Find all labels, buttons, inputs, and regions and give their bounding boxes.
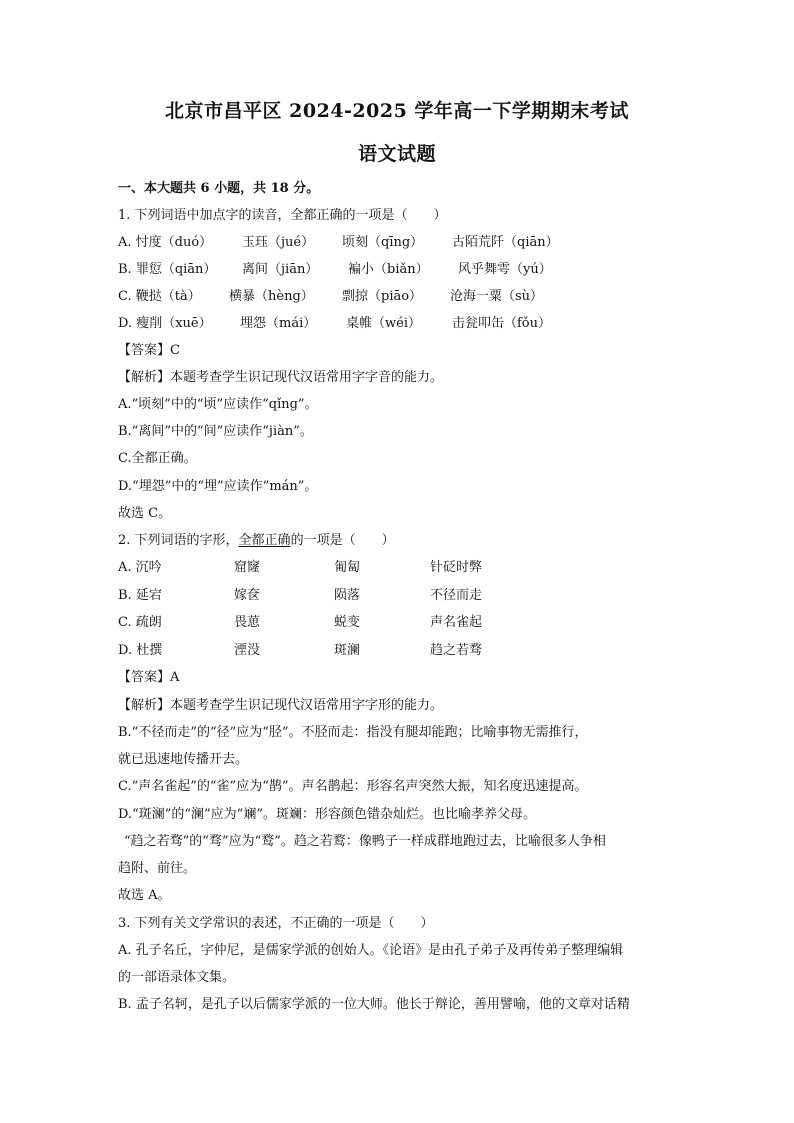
q1-analysis-line: A.“顷刻”中的“顷”应读作“qǐng”。 [118,397,318,412]
q2-c-word-4: 声名雀起 [430,615,483,630]
q2-analysis-line: D.“斑澜”的“澜”应为“斓”。斑斓：形容颜色错杂灿烂。也比喻孝养父母。 [118,807,536,822]
q2-a-word-3: 匍匐 [334,560,361,575]
document-subtitle: 语文试题 [357,143,436,165]
q1-b-word-1: B. 罪愆（qiān） [118,262,217,277]
q1-a-word-4: 古陌荒阡（qiān） [452,235,559,250]
q1-answer: 【答案】C [118,343,180,358]
q1-a-word-3: 顷刻（qīng） [342,235,424,250]
q1-d-word-4: 击瓮叩缶（fǒu） [452,316,552,331]
q2-analysis-line: 就已迅速地传播开去。 [118,752,249,767]
q2-c-word-2: 畏葸 [234,615,261,630]
q1-d-word-2: 埋怨（mái） [240,316,317,331]
q2-stem [118,532,688,550]
q3-line: B. 孟子名轲，是孔子以后儒家学派的一位大师。他长于辩论，善用譬喻，他的文章对话精 [118,997,630,1012]
q2-d-word-1: D. 杜撰 [118,643,163,658]
q2-b-word-2: 嫁奁 [234,588,261,603]
q1-stem: 1. 下列词语中加点字的读音，全都正确的一项是（ ） [118,208,447,223]
q2-answer: 【答案】A [118,670,180,685]
q3-stem: 3. 下列有关文学常识的表述，不正确的一项是（ ） [118,916,434,931]
q2-d-word-3: 斑澜 [334,643,361,658]
q1-analysis-line: B.“离间”中的“间”应读作“jiàn”。 [118,424,313,439]
q2-b-word-4: 不径而走 [430,588,483,603]
q1-a-word-2: 玉珏（jué） [242,235,315,250]
q1-option-d [118,315,688,333]
q1-c-word-3: 剽掠（piāo） [342,289,423,304]
q2-analysis-line: C.“声名雀起”的“雀”应为“鹊”。声名鹊起：形容名声突然大振，知名度迅速提高。 [118,779,588,794]
q2-d-word-2: 湮没 [234,643,261,658]
q2-b-word-3: 陨落 [334,588,361,603]
q1-b-word-4: 风乎舞雩（yú） [458,262,552,277]
q1-a-word-1: A. 忖度（duó） [118,235,213,250]
q1-option-a [118,234,688,252]
q2-stem-pre: 2. 下列词语的字形， [118,533,239,548]
q2-c-word-3: 蜕变 [334,615,361,630]
q2-c-word-1: C. 疏朗 [118,615,162,630]
q1-c-word-2: 横暴（hèng） [229,289,314,304]
q1-analysis-line: 故选 C。 [118,506,172,521]
q2-analysis-line: 趋附、前往。 [118,861,197,876]
q2-d-word-4: 趋之若骛 [430,643,483,658]
q2-stem-underline: 全都正确 [238,533,291,548]
q2-option-a [118,559,688,577]
q1-c-word-4: 沧海一粟（sù） [450,289,544,304]
q1-b-word-3: 褊小（biǎn） [348,262,429,277]
q2-a-word-1: A. 沉吟 [118,560,162,575]
q2-a-word-4: 针砭时弊 [430,560,483,575]
q1-analysis-line: D.“埋怨”中的“埋”应读作“mán”。 [118,479,318,494]
q2-a-word-2: 窟窿 [234,560,261,575]
section-heading: 一、本大题共 6 小题，共 18 分。 [118,181,320,196]
q2-stem-post: 的一项是（ ） [290,533,395,548]
q1-analysis-line: 【解析】本题考查学生识记现代汉语常用字字音的能力。 [118,370,444,385]
document-title: 北京市昌平区 2024-2025 学年高一下学期期末考试 [165,100,629,122]
q1-d-word-1: D. 瘦削（xuē） [118,316,212,331]
q1-c-word-1: C. 鞭挞（tà） [118,289,201,304]
q2-analysis-line: 【解析】本题考查学生识记现代汉语常用字字形的能力。 [118,698,444,713]
q2-option-d [118,642,688,660]
q1-option-b [118,261,688,279]
q3-line: A. 孔子名丘，字仲尼，是儒家学派的创始人。《论语》是由孔子弟子及再传弟子整理编辑 [118,943,624,958]
q2-option-b [118,587,688,605]
q2-b-word-1: B. 延宕 [118,588,162,603]
q3-line: 的一部语录体文集。 [118,970,236,985]
q1-b-word-2: 离间（jiān） [242,262,319,277]
q1-analysis-line: C.全都正确。 [118,451,197,466]
q2-analysis-line: “趋之若骛”的“骛”应为“鹜”。趋之若鹜：像鸭子一样成群地跑过去，比喻很多人争相 [124,834,606,849]
q2-analysis-line: 故选 A。 [118,888,171,903]
q2-analysis-line: B.“不径而走”的“径”应为“胫”。不胫而走：指没有腿却能跑；比喻事物无需推行， [118,725,588,740]
q2-option-c [118,614,688,632]
q1-option-c [118,288,688,306]
q1-d-word-3: 桌帷（wéi） [346,316,421,331]
